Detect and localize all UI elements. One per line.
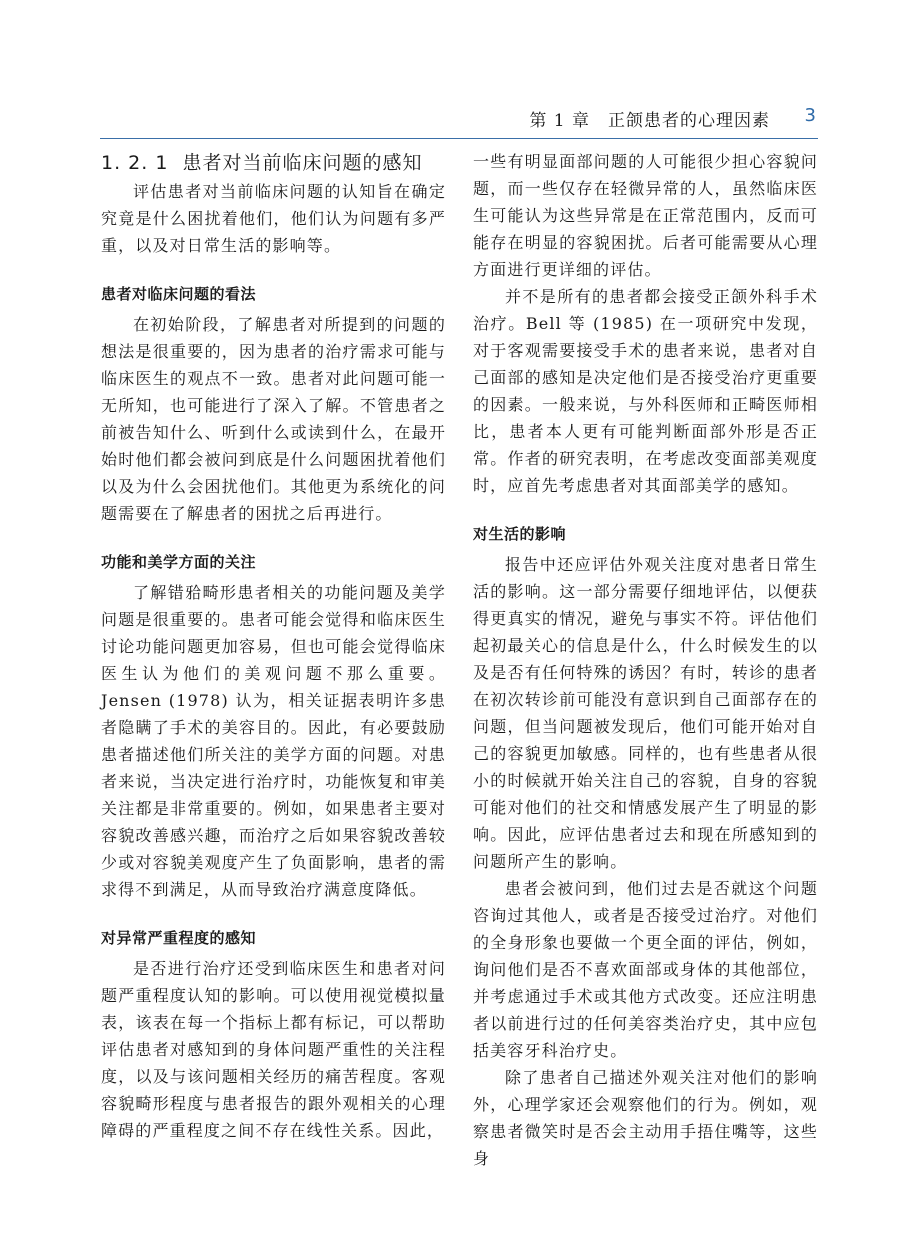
paragraph-consultation: 患者会被问到，他们过去是否就这个问题咨询过其他人，或者是否接受过治疗。对他们的全身形象也要做一个更全面的评估，例如，询问他们是否不喜欢面部或身体的其他部位，并考虑通过手术或其他方式改变。还应注明患者以前进行过的任何美容类治疗史，其中应包括美容牙科治疗史。	[473, 879, 818, 1060]
subheading-severity: 对异常严重程度的感知	[101, 929, 257, 947]
left-column	[101, 148, 446, 1144]
paragraph-continued: 一些有明显面部问题的人可能很少担心容貌问题，而一些仅存在轻微异常的人，虽然临床医生可能认为这些异常是在正常范围内，反而可能存在明显的容貌困扰。后者可能需要从心理方面进行更详细的评估。	[473, 152, 818, 279]
intro-paragraph: 评估患者对当前临床问题的认知旨在确定究竟是什么困扰着他们，他们认为问题有多严重，以及对日常生活的影响等。	[101, 182, 446, 255]
section-number: 1. 2. 1	[101, 152, 169, 174]
paragraph-views: 在初始阶段，了解患者对所提到的问题的想法是很重要的，因为患者的治疗需求可能与临床医生的观点不一致。患者对此问题可能一无所知，也可能进行了深入了解。不管患者之前被告知什么、听到什么或读到什么，在最开始时他们都会被问到底是什么问题困扰着他们以及为什么会困扰他们。其他更为系统化的问题需要在了解患者的困扰之后再进行。	[101, 315, 446, 523]
paragraph-function-aesthetics: 了解错𬌗畸形患者相关的功能问题及美学问题是很重要的。患者可能会觉得和临床医生讨论功能问题更加容易，但也可能会觉得临床医生认为他们的美观问题不那么重要。Jensen (1978) 认为，相关证据表明许多患者隐瞒了手术的美容目的。因此，有必要鼓励患者描述他们所关注的美学方面的问题。对患者来说，当决定进行治疗时，功能恢复和审美关注都是非常重要的。例如，如果患者主要对容貌改善感兴趣，而治疗之后如果容貌改善较少或对容貌美观度产生了负面影响，患者的需求得不到满足，从而导致治疗满意度降低。	[101, 583, 446, 899]
subheading-views: 患者对临床问题的看法	[101, 285, 257, 303]
page-number: 3	[804, 105, 816, 126]
running-title: 第 1 章 正颌患者的心理因素	[529, 111, 770, 131]
right-column	[473, 148, 818, 1172]
section-title-text: 患者对当前临床问题的感知	[182, 152, 423, 174]
subheading-function-aesthetics: 功能和美学方面的关注	[101, 553, 257, 571]
paragraph-surgery: 并不是所有的患者都会接受正颌外科手术治疗。Bell 等 (1985) 在一项研究中发现，对于客观需要接受手术的患者来说，患者对自己面部的感知是决定他们是否接受治疗更重要的因素。一般来说，与外科医师和正畸医师相比，患者本人更有可能判断面部外形是否正常。作者的研究表明，在考虑改变面部美观度时，应首先考虑患者对其面部美学的感知。	[473, 287, 818, 495]
section-title	[101, 148, 446, 178]
page-header	[100, 96, 818, 139]
paragraph-severity: 是否进行治疗还受到临床医生和患者对问题严重程度认知的影响。可以使用视觉模拟量表，该表在每一个指标上都有标记，可以帮助评估患者对感知到的身体问题严重性的关注程度，以及与该问题相关经历的痛苦程度。客观容貌畸形程度与患者报告的跟外观相关的心理障碍的严重程度之间不存在线性关系。因此，	[101, 959, 446, 1140]
paragraph-behavior: 除了患者自己描述外观关注对他们的影响外，心理学家还会观察他们的行为。例如，观察患者微笑时是否会主动用手捂住嘴等，这些身	[473, 1068, 818, 1168]
paragraph-life-impact: 报告中还应评估外观关注度对患者日常生活的影响。这一部分需要仔细地评估，以便获得更真实的情况，避免与事实不符。评估他们起初最关心的信息是什么，什么时候发生的以及是否有任何特殊的诱因？有时，转诊的患者在初次转诊前可能没有意识到自己面部存在的问题，但当问题被发现后，他们可能开始对自己的容貌更加敏感。同样的，也有些患者从很小的时候就开始关注自己的容貌，自身的容貌可能对他们的社交和情感发展产生了明显的影响。因此，应评估患者过去和现在所感知到的问题所产生的影响。	[473, 555, 818, 871]
subheading-life-impact: 对生活的影响	[473, 525, 567, 543]
